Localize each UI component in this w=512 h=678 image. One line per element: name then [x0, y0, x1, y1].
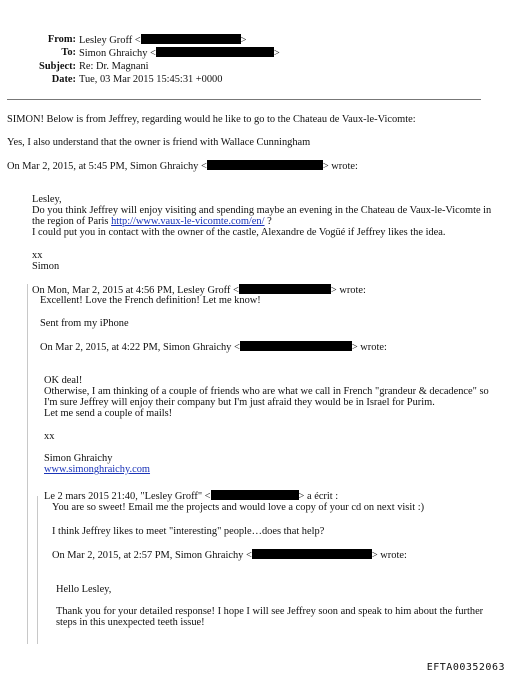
message-line: You are so sweet! Email me the projects and would love a copy of your cd on next visit :): [52, 502, 425, 513]
from-value: Lesley Groff < >: [79, 35, 247, 46]
from-label: From:: [47, 34, 76, 45]
date-value: Tue, 03 Mar 2015 15:45:31 +0000: [79, 74, 223, 85]
quote-header: On Mar 2, 2015, at 4:22 PM, Simon Ghraichy < > wrote:: [40, 342, 387, 353]
message-line: I think Jeffrey likes to meet "interesting" people…does that help?: [52, 526, 325, 537]
intro-line: SIMON! Below is from Jeffrey, regarding would he like to go to the Chateau de Vaux-le-Vicomte:: [7, 114, 416, 125]
message-line: I'm sure Jeffrey will enjoy their company but I'm just afraid they would be in Israel for Purim.: [44, 397, 435, 408]
redaction-bar: [207, 160, 323, 170]
sign-xx: xx: [44, 431, 55, 442]
quote-header: Le 2 mars 2015 21:40, "Lesley Groff" < > a écrit :: [44, 491, 339, 502]
quote-header: On Mar 2, 2015, at 2:57 PM, Simon Ghraichy < > wrote:: [52, 550, 407, 561]
redaction-bar: [211, 490, 299, 500]
message-line: steps in this unexpected teeth issue!: [56, 617, 205, 628]
subject-value: Re: Dr. Magnani: [79, 61, 149, 72]
subject-label: Subject:: [39, 61, 76, 72]
to-label: To:: [61, 47, 76, 58]
from-name: Lesley Groff: [79, 35, 133, 46]
quote-header: On Mon, Mar 2, 2015 at 4:56 PM, Lesley Groff < > wrote:: [32, 285, 366, 296]
sign-name: Simon Ghraichy: [44, 453, 113, 464]
quote-bar: [27, 284, 28, 644]
redaction-bar: [141, 34, 241, 44]
redaction-bar: [252, 549, 372, 559]
message-line: the region of Paris http://www.vaux-le-vicomte.com/en/ ?: [32, 216, 272, 227]
document-id: EFTA00352063: [426, 662, 505, 673]
redaction-bar: [156, 47, 274, 57]
message-line: OK deal!: [44, 375, 83, 386]
message-line: Thank you for your detailed response! I hope I will see Jeffrey soon and speak to him about the further: [56, 606, 484, 617]
website-link[interactable]: www.simonghraichy.com: [44, 464, 151, 475]
header-divider: [7, 99, 481, 100]
redaction-bar: [240, 341, 352, 351]
sign-xx: xx: [32, 250, 43, 261]
message-line: Otherwise, I am thinking of a couple of friends who are what we call in French "grandeur & decadence" so: [44, 386, 489, 397]
chateau-link[interactable]: http://www.vaux-le-vicomte.com/en/: [111, 216, 265, 227]
message-line: Do you think Jeffrey will enjoy visiting and spending maybe an evening in the Chateau de Vaux-le-Vicomte in: [32, 205, 492, 216]
message-greeting: Hello Lesley,: [56, 584, 112, 595]
date-label: Date:: [51, 74, 76, 85]
to-value: Simon Ghraichy < >: [79, 48, 280, 59]
intro-line-2: Yes, I also understand that the owner is friend with Wallace Cunningham: [7, 137, 311, 148]
message-line: I could put you in contact with the owner of the castle, Alexandre de Vogüé if Jeffrey likes the idea.: [32, 227, 446, 238]
website-link-wrap: [44, 464, 150, 476]
message-line: Excellent! Love the French definition! Let me know!: [40, 295, 261, 306]
message-line: Let me send a couple of mails!: [44, 408, 173, 419]
message-greeting: Lesley,: [32, 194, 62, 205]
quote-bar: [37, 496, 38, 644]
sent-from: Sent from my iPhone: [40, 318, 129, 329]
redaction-bar: [239, 284, 331, 294]
to-name: Simon Ghraichy: [79, 48, 148, 59]
quote-header: On Mar 2, 2015, at 5:45 PM, Simon Ghraichy < > wrote:: [7, 161, 358, 172]
sign-name: Simon: [32, 261, 60, 272]
